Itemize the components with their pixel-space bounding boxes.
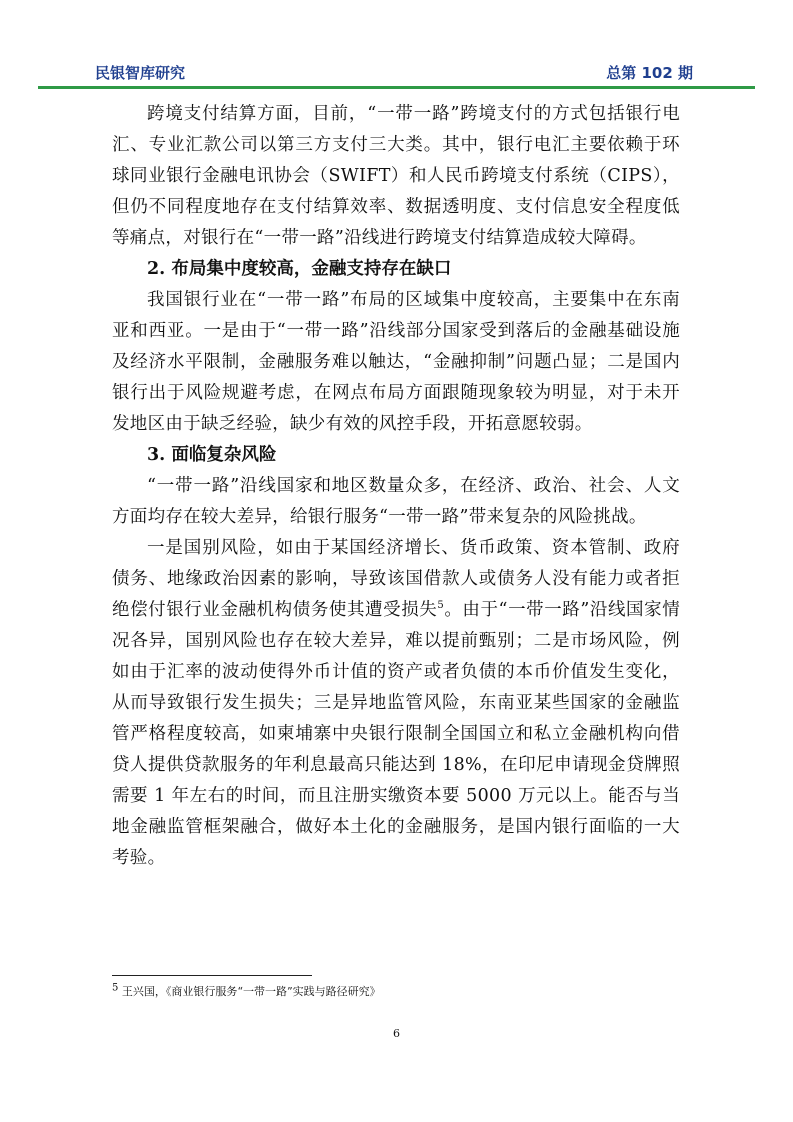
header-publication-name: 民银智库研究: [95, 64, 186, 82]
body-text: [112, 99, 680, 874]
footnote-reference[interactable]: 5: [437, 600, 445, 612]
footnote-text: 王兴国，《商业银行服务“一带一路”实践与路径研究》: [118, 985, 381, 998]
paragraph-complex-risks: “一带一路”沿线国家和地区数量众多，在经济、政治、社会、人文方面均存在较大差异，给银行服务“一带一路”带来复杂的风险挑战。: [112, 476, 680, 527]
header-issue-number: 总第 102 期: [606, 64, 693, 82]
header-divider: [38, 86, 755, 89]
page-number: 6: [393, 1027, 400, 1040]
risk-text-part-2: 。由于“一带一路”沿线国家情况各异，国别风险也存在较大差异，难以提前甄别；二是市场风险，例如由于汇率的波动使得外币计值的资产或者负债的本币价值发生变化，从而导致银行发生损失；三是异地监管风险，东南亚某些国家的金融监管严格程度较高，如柬埔寨中央银行限制全国国立和私立金融机构向借贷人提供贷款服务的年利息最高只能达到 18%，在印尼申请现金贷牌照需要 1 年左右的时间，而且注册实缴资本要 5000 万元以上。能否与当地金融监管框架融合，做好本土化的金融服务，是国内银行面临的一大考验。: [112, 600, 681, 868]
section-heading-2: 2. 布局集中度较高，金融支持存在缺口: [147, 259, 452, 279]
paragraph-layout-concentration: 我国银行业在“一带一路”布局的区域集中度较高，主要集中在东南亚和西亚。一是由于“一带一路”沿线部分国家受到落后的金融基础设施及经济水平限制，金融服务难以触达，“金融抑制”问题凸显；二是国内银行出于风险规避考虑，在网点布局方面跟随现象较为明显，对于未开发地区由于缺乏经验，缺少有效的风控手段，开拓意愿较弱。: [112, 290, 680, 434]
paragraph-cross-border-payment: 跨境支付结算方面，目前，“一带一路”跨境支付的方式包括银行电汇、专业汇款公司以第三方支付三大类。其中，银行电汇主要依赖于环球同业银行金融电讯协会（SWIFT）和人民币跨境支付系统（CIPS），但仍不同程度地存在支付结算效率、数据透明度、支付信息安全程度低等痛点，对银行在“一带一路”沿线进行跨境支付结算造成较大障碍。: [112, 104, 680, 248]
footnote-mark: 5: [112, 982, 119, 994]
footnote-divider: [112, 975, 312, 976]
page-header: [95, 62, 693, 82]
risk-text-part-1: 一是国别风险，如由于某国经济增长、货币政策、资本管制、政府债务、地缘政治因素的影响，导致该国借款人或债务人没有能力或者拒绝偿付银行业金融机构债务使其遭受损失: [112, 538, 680, 620]
section-heading-3: 3. 面临复杂风险: [147, 445, 277, 465]
footnote: [112, 982, 381, 999]
paragraph-risk-types: [112, 533, 680, 874]
